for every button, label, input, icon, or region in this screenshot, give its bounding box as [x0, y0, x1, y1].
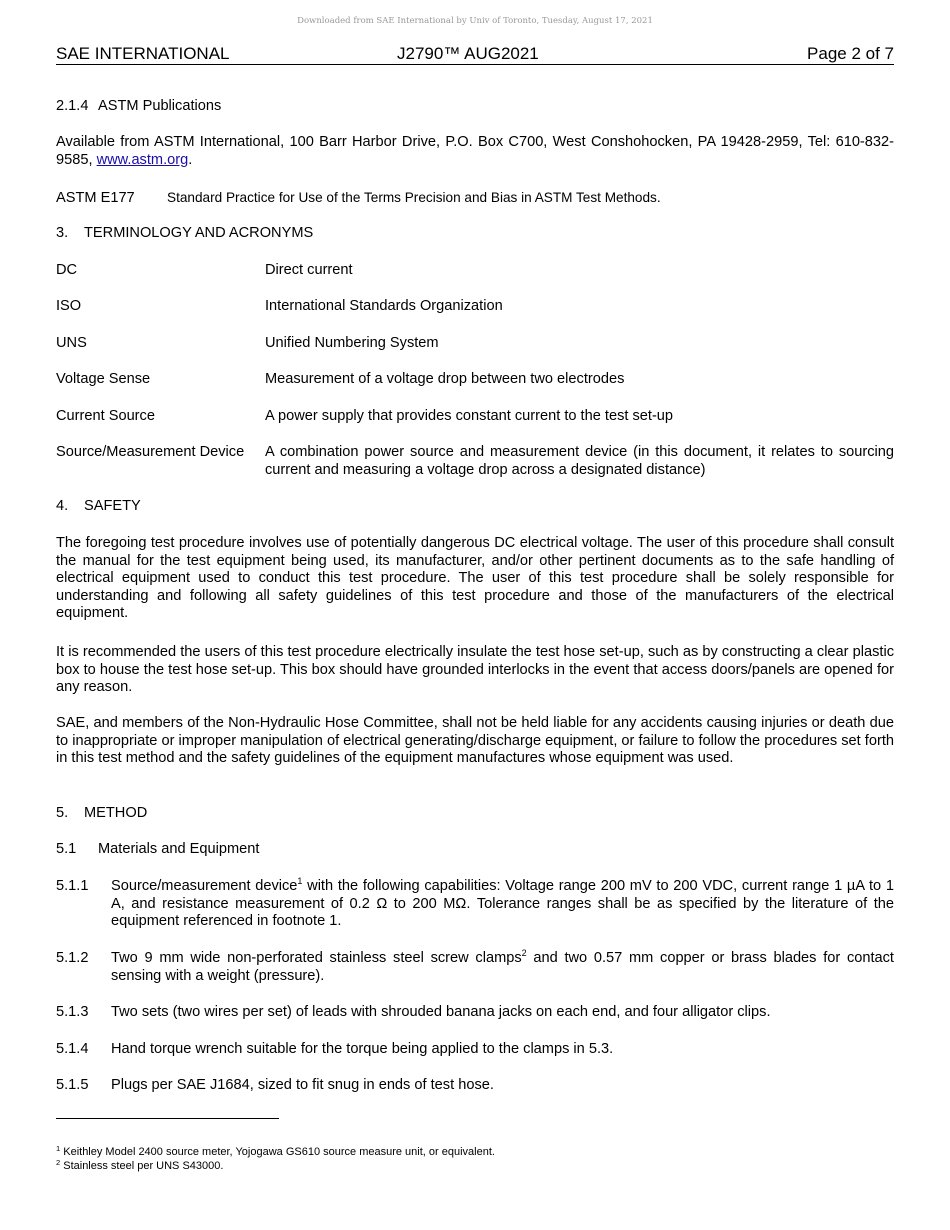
term-row — [0, 262, 950, 282]
method-item — [0, 1041, 950, 1061]
section-title: ASTM Publications — [98, 98, 222, 114]
item-number: 5.1.3 — [56, 1004, 89, 1020]
page-header — [56, 44, 894, 65]
footnote-ref: 2 — [521, 948, 527, 958]
section-title: TERMINOLOGY AND ACRONYMS — [84, 225, 314, 241]
link-trailing-punct: . — [188, 151, 193, 168]
term-name: UNS — [56, 335, 87, 351]
safety-paragraph: The foregoing test procedure involves use of potentially dangerous DC electrical voltage. The user of this procedure shall consult the manual for the test equipment being used, its manufacturer, and/or other pertinent documents as to the safe handling of electrical equipment used to conduct this test procedure. The user of this test procedure shall be solely responsible for understanding and following all safety guidelines of this test procedure and those of the manufacturers of the electrical equipment. — [56, 535, 894, 621]
term-definition: A combination power source and measurement device (in this document, it relates to sourcing current and measuring a voltage drop across a designated distance) — [265, 444, 894, 478]
availability-text: Available from ASTM International, 100 Barr Harbor Drive, P.O. Box C700, West Conshohocken, PA 19428-2959, Tel: 610-832-9585, — [56, 134, 894, 168]
section-51-heading — [56, 841, 894, 859]
section-number: 4. — [56, 498, 69, 514]
term-row — [0, 335, 950, 355]
method-item — [0, 950, 950, 988]
safety-paragraph: SAE, and members of the Non-Hydraulic Hose Committee, shall not be held liable for any accidents causing injuries or death due to inappropriate or improper manipulation of electrical generating/discharge equipment, or failure to follow the procedures set forth in this test method and the safety guidelines of the equipment manufactures whose equipment was used. — [56, 715, 894, 766]
item-number: 5.1.4 — [56, 1041, 89, 1057]
item-text: Hand torque wrench suitable for the torque being applied to the clamps in 5.3. — [111, 1041, 614, 1057]
reference-title: Standard Practice for Use of the Terms Precision and Bias in ASTM Test Methods. — [167, 190, 661, 205]
item-text: Plugs per SAE J1684, sized to fit snug in ends of test hose. — [111, 1077, 494, 1093]
section-214-heading — [56, 98, 894, 116]
item-number: 5.1.2 — [56, 950, 89, 966]
term-definition: Direct current — [265, 262, 353, 278]
reference-id: ASTM E177 — [56, 190, 135, 206]
astm-availability-paragraph — [56, 134, 894, 169]
footnote — [56, 1146, 495, 1159]
term-name: ISO — [56, 298, 82, 314]
safety-paragraph: It is recommended the users of this test procedure electrically insulate the test hose set-up, such as by constructing a clear plastic box to house the test hose set-up. This box should have grounded interlocks in the event that access doors/panels are opened for any reason. — [56, 644, 894, 695]
term-row — [0, 408, 950, 428]
item-text-part: and two 0.57 mm copper or brass blades for contact sensing with a weight (pressure). — [111, 950, 894, 984]
header-document-id: J2790™ AUG2021 — [397, 44, 539, 63]
term-definition: Measurement of a voltage drop between two electrodes — [265, 371, 625, 387]
section-title: SAFETY — [84, 498, 141, 514]
method-item — [0, 1077, 950, 1097]
term-name: Current Source — [56, 408, 155, 424]
section-4-heading — [56, 498, 894, 516]
footnote-mark: 1 — [56, 1144, 61, 1153]
section-title: METHOD — [84, 805, 148, 821]
method-item — [0, 878, 950, 934]
term-name: Source/Measurement Device — [56, 444, 245, 460]
download-watermark: Downloaded from SAE International by Univ of Toronto, Tuesday, August 17, 2021 — [297, 16, 653, 26]
footnote-text: Keithley Model 2400 source meter, Yojogawa GS610 source measure unit, or equivalent. — [63, 1146, 495, 1158]
term-row — [0, 444, 950, 484]
term-name: DC — [56, 262, 78, 278]
section-3-heading — [56, 225, 894, 243]
section-number: 3. — [56, 225, 69, 241]
item-text-part: Two 9 mm wide non-perforated stainless steel screw clamps — [111, 950, 522, 966]
item-text — [111, 878, 894, 931]
item-text — [111, 950, 894, 985]
item-text-part: Source/measurement device — [111, 878, 298, 894]
footnote-mark: 2 — [56, 1158, 61, 1167]
header-page-number: Page 2 of 7 — [807, 44, 894, 63]
term-row — [0, 298, 950, 318]
item-text: Two sets (two wires per set) of leads with shrouded banana jacks on each end, and four alligator clips. — [111, 1004, 771, 1020]
footnote-text: Stainless steel per UNS S43000. — [63, 1160, 224, 1172]
section-5-heading — [56, 805, 894, 823]
term-definition: Unified Numbering System — [265, 335, 439, 351]
method-item — [0, 1004, 950, 1024]
term-definition: A power supply that provides constant current to the test set-up — [265, 408, 674, 424]
section-number: 5.1 — [56, 841, 77, 857]
astm-website-link[interactable]: www.astm.org — [96, 151, 189, 168]
section-title: Materials and Equipment — [98, 841, 260, 857]
section-number: 2.1.4 — [56, 98, 89, 114]
term-row — [0, 371, 950, 391]
header-publisher: SAE INTERNATIONAL — [56, 44, 230, 63]
term-name: Voltage Sense — [56, 371, 151, 387]
astm-reference — [56, 189, 894, 208]
item-number: 5.1.1 — [56, 878, 89, 894]
footnote-ref: 1 — [297, 876, 303, 886]
section-number: 5. — [56, 805, 69, 821]
footnote — [56, 1160, 223, 1173]
item-text-part: with the following capabilities: Voltage range 200 mV to 200 VDC, current range 1 µA to 1 A, and resistance measurement of 0.2 Ω to 200 MΩ. Tolerance ranges shall be as specified by the literature of the equipment referenced in footnote 1. — [111, 878, 894, 929]
term-definition: International Standards Organization — [265, 298, 503, 314]
item-number: 5.1.5 — [56, 1077, 89, 1093]
footnote-divider — [56, 1118, 279, 1119]
